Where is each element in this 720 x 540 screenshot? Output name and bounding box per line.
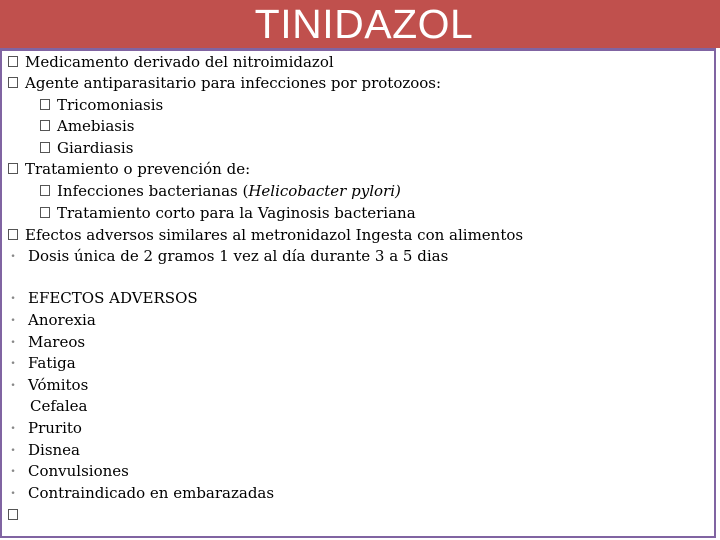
line-text: Fatiga <box>28 354 76 372</box>
checkbox-bullet-icon <box>40 142 50 153</box>
bullet-line <box>8 461 129 482</box>
bullet-line <box>8 440 80 461</box>
line-text-italic: Helicobacter pylori) <box>248 182 401 200</box>
checkbox-bullet-icon <box>40 99 50 110</box>
line-text: Tratamiento o prevención de: <box>25 160 251 178</box>
line-text: Mareos <box>28 333 86 351</box>
dot-bullet-icon: • <box>10 316 16 326</box>
checkbox-bullet-icon <box>40 185 50 196</box>
line-text: Infecciones bacterianas ( <box>57 182 249 200</box>
dot-bullet-icon: • <box>10 359 16 369</box>
bullet-line <box>8 418 82 439</box>
bullet-line <box>8 159 250 180</box>
bullet-line <box>8 310 96 331</box>
line-text: Agente antiparasitario para infecciones por protozoos: <box>25 74 442 92</box>
line-text: Tricomoniasis <box>57 96 164 114</box>
sub-bullet-line <box>40 116 134 137</box>
bullet-line <box>8 483 274 504</box>
dot-bullet-icon: • <box>10 381 16 391</box>
line-text: Medicamento derivado del nitroimidazol <box>25 53 334 71</box>
checkbox-bullet-icon <box>8 509 18 520</box>
checkbox-bullet-icon <box>40 120 50 131</box>
line-text: Vómitos <box>28 376 89 394</box>
line-text: Dosis única de 2 gramos 1 vez al día durante 3 a 5 dias <box>28 247 449 265</box>
line-text: Cefalea <box>30 397 88 415</box>
bullet-line <box>8 52 334 73</box>
sub-bullet-line <box>40 203 416 224</box>
bullet-line <box>8 73 441 94</box>
empty-bullet-line <box>8 505 25 526</box>
dot-bullet-icon: • <box>10 424 16 434</box>
dot-bullet-icon: • <box>10 252 16 262</box>
line-text: Disnea <box>28 441 81 459</box>
line-text: Giardiasis <box>57 139 134 157</box>
bullet-line <box>8 225 523 246</box>
checkbox-bullet-icon <box>40 207 50 218</box>
sub-bullet-line <box>40 138 133 159</box>
dot-bullet-icon: • <box>10 446 16 456</box>
bullet-line <box>8 332 85 353</box>
line-text: Prurito <box>28 419 82 437</box>
line-text: Contraindicado en embarazadas <box>28 484 275 502</box>
plain-line <box>30 396 87 417</box>
bullet-line <box>8 246 448 267</box>
bullet-line <box>8 375 88 396</box>
line-text: EFECTOS ADVERSOS <box>28 289 198 307</box>
checkbox-bullet-icon <box>8 56 18 67</box>
dot-bullet-icon: • <box>10 338 16 348</box>
checkbox-bullet-icon <box>8 163 18 174</box>
line-text: Efectos adversos similares al metronidazol Ingesta con alimentos <box>25 226 524 244</box>
checkbox-bullet-icon <box>8 229 18 240</box>
bullet-line <box>8 353 76 374</box>
sub-bullet-line <box>40 95 163 116</box>
bullet-line <box>8 288 198 309</box>
sub-bullet-line <box>40 181 401 202</box>
dot-bullet-icon: • <box>10 467 16 477</box>
line-text: Convulsiones <box>28 462 129 480</box>
line-text: Amebiasis <box>57 117 135 135</box>
line-text: Anorexia <box>28 311 96 329</box>
slide-title: TINIDAZOL <box>254 1 474 47</box>
checkbox-bullet-icon <box>8 77 18 88</box>
dot-bullet-icon: • <box>10 294 16 304</box>
dot-bullet-icon: • <box>10 489 16 499</box>
line-text: Tratamiento corto para la Vaginosis bacteriana <box>57 204 416 222</box>
